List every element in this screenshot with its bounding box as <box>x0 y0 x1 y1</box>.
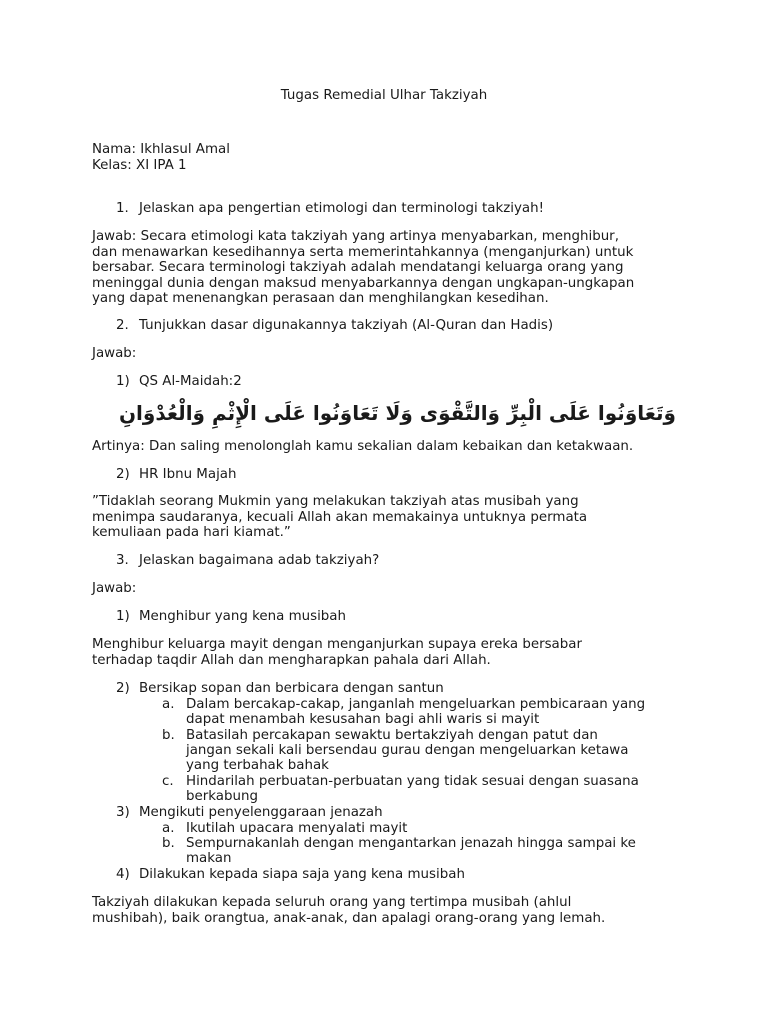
adab-2b-line: jangan sekali kali bersendau gurau dengan mengeluarkan ketawa <box>186 743 629 758</box>
q1-text: Jelaskan apa pengertian etimologi dan terminologi takziyah! <box>139 201 544 216</box>
adab-2-text: Bersikap sopan dan berbicara dengan santun <box>139 681 444 696</box>
arabic-verse: وَتَعَاوَنُوا عَلَى الْبِرِّ وَالتَّقْوَى وَلَا تَعَاوَنُوا عَلَى الْإِثْمِ وَالْعُدْوَانِ <box>118 401 676 425</box>
adab-2c-line: berkabung <box>186 789 258 804</box>
hadis-quote <box>92 494 682 541</box>
closing-paragraph <box>92 895 682 926</box>
adab-4-text: Dilakukan kepada siapa saja yang kena musibah <box>139 867 465 882</box>
adab-2b-letter: b. <box>162 728 175 743</box>
adab-2a-letter: a. <box>162 697 175 712</box>
hadis-line: kemuliaan pada hari kiamat.” <box>92 525 291 541</box>
adab-2c-line: Hindarilah perbuatan-perbuatan yang tidak sesuai dengan suasana <box>186 774 639 789</box>
hadis-line: ”Tidaklah seorang Mukmin yang melakukan takziyah atas musibah yang <box>92 494 579 509</box>
answer-3-label: Jawab: <box>92 581 137 596</box>
q3-number: 3. <box>116 553 129 568</box>
answer-1-line: meninggal dunia dengan maksud menyabarkannya dengan ungkapan-ungkapan <box>92 275 635 291</box>
adab-3-number: 3) <box>116 805 130 820</box>
adab-2a-line: Dalam bercakap-cakap, janganlah mengeluarkan pembicaraan yang <box>186 697 646 712</box>
verse-translation: Artinya: Dan saling menolonglah kamu sekalian dalam kebaikan dan ketakwaan. <box>92 439 634 454</box>
adab-2-number: 2) <box>116 681 130 696</box>
answer-1 <box>92 229 682 307</box>
adab-3a-letter: a. <box>162 821 175 836</box>
adab-1-number: 1) <box>116 609 130 624</box>
adab-2b-line: yang terbahak bahak <box>186 758 329 773</box>
answer-1-line: Jawab: Secara etimologi kata takziyah yang artinya menyabarkan, menghibur, <box>92 229 619 244</box>
name-line: Nama: Ikhlasul Amal <box>92 142 230 157</box>
hadis-line: menimpa saudaranya, kecuali Allah akan memakainya untuknya permata <box>92 509 588 525</box>
q3-text: Jelaskan bagaimana adab takziyah? <box>139 553 380 568</box>
class-line: Kelas: XI IPA 1 <box>92 158 187 173</box>
answer-2-label: Jawab: <box>92 346 137 361</box>
source-1-text: QS Al-Maidah:2 <box>139 374 242 389</box>
source-2-number: 2) <box>116 467 130 482</box>
source-1-number: 1) <box>116 374 130 389</box>
q1-number: 1. <box>116 201 129 216</box>
adab-1-description-line: terhadap taqdir Allah dan mengharapkan pahala dari Allah. <box>92 652 491 668</box>
adab-3a-line: Ikutilah upacara menyalati mayit <box>186 821 408 836</box>
adab-2c-letter: c. <box>162 774 174 789</box>
adab-1-text: Menghibur yang kena musibah <box>139 609 346 624</box>
adab-2b-line: Batasilah percakapan sewaktu bertakziyah dengan patut dan <box>186 728 598 743</box>
document-title: Tugas Remedial Ulhar Takziyah <box>280 88 488 103</box>
answer-1-line: bersabar. Secara terminologi takziyah adalah mendatangi keluarga orang yang <box>92 260 624 276</box>
adab-1-description <box>92 637 682 668</box>
source-2-text: HR Ibnu Majah <box>139 467 237 482</box>
adab-3b-line: makan <box>186 851 232 866</box>
adab-3b-letter: b. <box>162 836 175 851</box>
adab-1-description-line: Menghibur keluarga mayit dengan menganjurkan supaya ereka bersabar <box>92 637 582 652</box>
closing-line: Takziyah dilakukan kepada seluruh orang yang tertimpa musibah (ahlul <box>92 895 572 910</box>
q2-text: Tunjukkan dasar digunakannya takziyah (Al-Quran dan Hadis) <box>139 318 554 333</box>
adab-4-number: 4) <box>116 867 130 882</box>
answer-1-line: dan menawarkan kesedihannya serta memerintahkannya (menganjurkan) untuk <box>92 244 634 260</box>
adab-2a-line: dapat menambah kesusahan bagi ahli waris si mayit <box>186 712 540 727</box>
adab-3-text: Mengikuti penyelenggaraan jenazah <box>139 805 383 820</box>
answer-1-line: yang dapat menenangkan perasaan dan menghilangkan kesedihan. <box>92 291 549 307</box>
q2-number: 2. <box>116 318 129 333</box>
adab-3b-line: Sempurnakanlah dengan mengantarkan jenazah hingga sampai ke <box>186 836 636 851</box>
closing-line: mushibah), baik orangtua, anak-anak, dan apalagi orang-orang yang lemah. <box>92 910 606 926</box>
